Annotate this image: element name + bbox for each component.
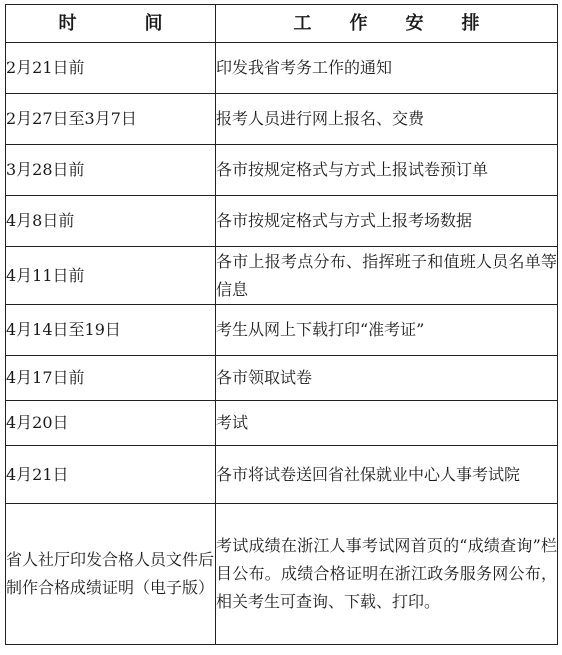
schedule-table bbox=[5, 4, 558, 645]
header-work-char: 排 bbox=[461, 12, 480, 34]
row-task: 印发我省考务工作的通知 bbox=[216, 43, 558, 94]
row-date: 4月20日 bbox=[6, 401, 216, 446]
header-time-char: 间 bbox=[144, 12, 163, 34]
table-header-row bbox=[6, 5, 558, 43]
row-date: 4月14日至19日 bbox=[6, 305, 216, 356]
table-row bbox=[6, 145, 558, 196]
table-row bbox=[6, 196, 558, 247]
table-row bbox=[6, 43, 558, 94]
table-row bbox=[6, 94, 558, 145]
schedule-document bbox=[5, 4, 557, 651]
header-time bbox=[6, 5, 216, 43]
row-task: 各市按规定格式与方式上报试卷预订单 bbox=[216, 145, 558, 196]
row-date: 4月17日前 bbox=[6, 356, 216, 401]
table-row bbox=[6, 401, 558, 446]
row-task: 各市领取试卷 bbox=[216, 356, 558, 401]
header-time-char: 时 bbox=[58, 12, 77, 34]
row-date: 4月21日 bbox=[6, 446, 216, 504]
row-task: 各市将试卷送回省社保就业中心人事考试院 bbox=[216, 446, 558, 504]
row-date: 省人社厅印发合格人员文件后制作合格成绩证明（电子版） bbox=[6, 504, 216, 645]
row-date: 2月21日前 bbox=[6, 43, 216, 94]
header-work-arrangement bbox=[216, 5, 558, 43]
table-row bbox=[6, 446, 558, 504]
table-row bbox=[6, 356, 558, 401]
header-work-char: 作 bbox=[349, 12, 368, 34]
table-row bbox=[6, 305, 558, 356]
row-date: 4月11日前 bbox=[6, 247, 216, 305]
row-task: 考试 bbox=[216, 401, 558, 446]
row-task: 考生从网上下载打印“准考证” bbox=[216, 305, 558, 356]
header-work-char: 安 bbox=[405, 12, 424, 34]
row-date: 2月27日至3月7日 bbox=[6, 94, 216, 145]
row-task: 各市按规定格式与方式上报考场数据 bbox=[216, 196, 558, 247]
row-task: 考试成绩在浙江人事考试网首页的“成绩查询”栏目公布。成绩合格证明在浙江政务服务网公布，相关考生可查询、下载、打印。 bbox=[216, 504, 558, 645]
row-date: 4月8日前 bbox=[6, 196, 216, 247]
row-date: 3月28日前 bbox=[6, 145, 216, 196]
header-work-char: 工 bbox=[293, 12, 312, 34]
row-task: 报考人员进行网上报名、交费 bbox=[216, 94, 558, 145]
table-row bbox=[6, 247, 558, 305]
row-task: 各市上报考点分布、指挥班子和值班人员名单等信息 bbox=[216, 247, 558, 305]
table-row bbox=[6, 504, 558, 645]
